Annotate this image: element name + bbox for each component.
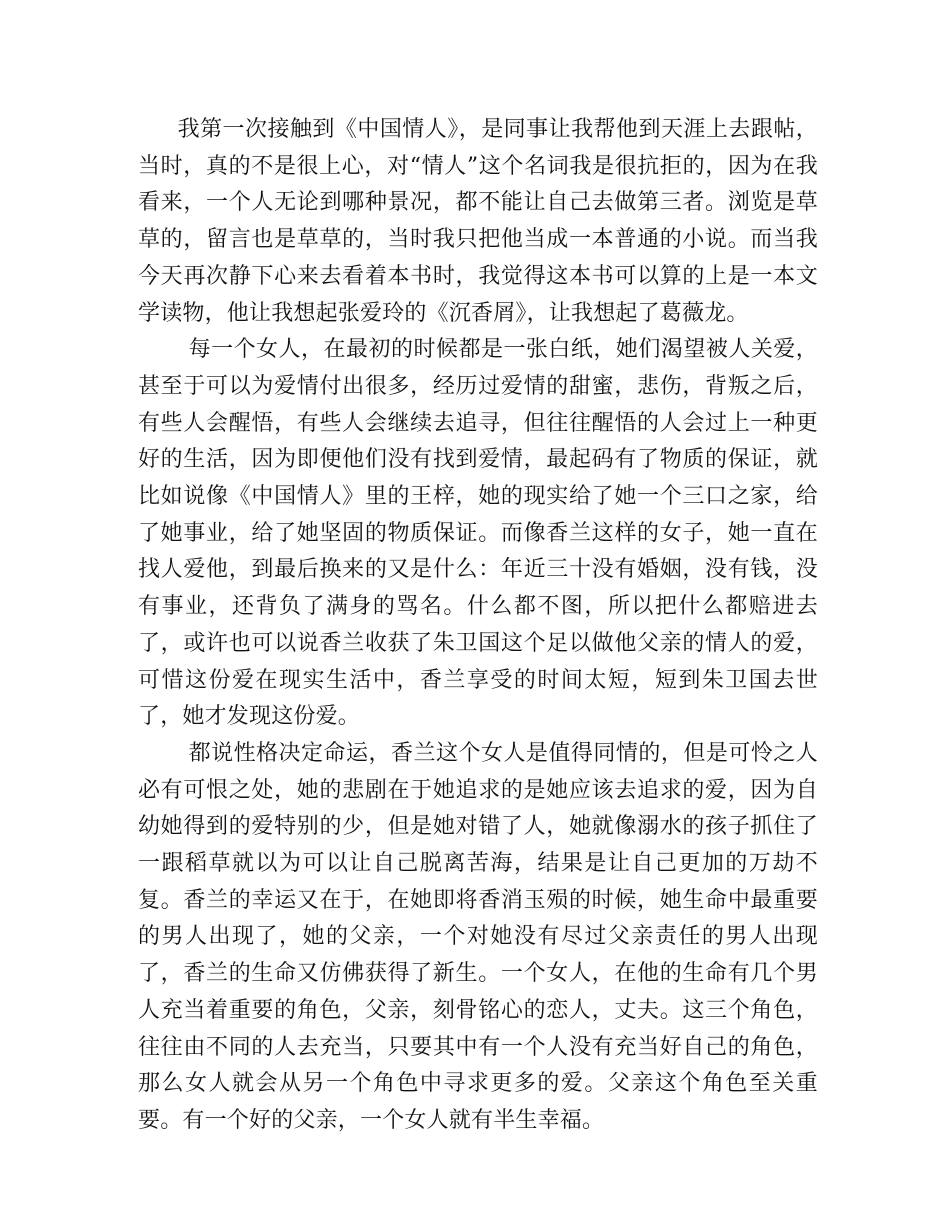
paragraph-2: 每一个女人，在最初的时候都是一张白纸，她们渴望被人关爱，甚至于可以为爱情付出很多，经历过爱情的甜蜜，悲伤，背叛之后，有些人会醒悟，有些人会继续去追寻，但往往醒悟的人会过上一种更好的生活，因为即便他们没有找到爱情，最起码有了物质的保证，就比如说像《中国情人》里的王梓，她的现实给了她一个三口之家，给了她事业，给了她坚固的物质保证。而像香兰这样的女子，她一直在找人爱他，到最后换来的又是什么：年近三十没有婚姻，没有钱，没有事业，还背负了满身的骂名。什么都不图，所以把什么都赔进去了，或许也可以说香兰收获了朱卫国这个足以做他父亲的情人的爱，可惜这份爱在现实生活中，香兰享受的时间太短，短到朱卫国去世了，她才发现这份爱。 (138, 337, 818, 730)
essay-body (138, 112, 818, 1140)
paragraph-3: 都说性格决定命运，香兰这个女人是值得同情的，但是可怜之人必有可恨之处，她的悲剧在于她追求的是她应该去追求的爱，因为自幼她得到的爱特别的少，但是她对错了人，她就像溺水的孩子抓住了一跟稻草就以为可以让自己脱离苦海，结果是让自己更加的万劫不复。香兰的幸运又在于，在她即将香消玉殒的时候，她生命中最重要的男人出现了，她的父亲，一个对她没有尽过父亲责任的男人出现了，香兰的生命又仿佛获得了新生。一个女人，在他的生命有几个男人充当着重要的角色，父亲，刻骨铭心的恋人，丈夫。这三个角色，往往由不同的人去充当，只要其中有一个人没有充当好自己的角色，那么女人就会从另一个角色中寻求更多的爱。父亲这个角色至关重要。有一个好的父亲，一个女人就有半生幸福。 (138, 740, 818, 1133)
paragraph-1: 我第一次接触到《中国情人》，是同事让我帮他到天涯上去跟帖，当时，真的不是很上心，对“情人”这个名词我是很抗拒的，因为在我看来，一个人无论到哪种景况，都不能让自己去做第三者。浏览是草草的，留言也是草草的，当时我只把他当成一本普通的小说。而当我今天再次静下心来去看着本书时，我觉得这本书可以算的上是一本文学读物，他让我想起张爱玲的《沉香屑》，让我想起了葛薇龙。 (138, 117, 818, 326)
